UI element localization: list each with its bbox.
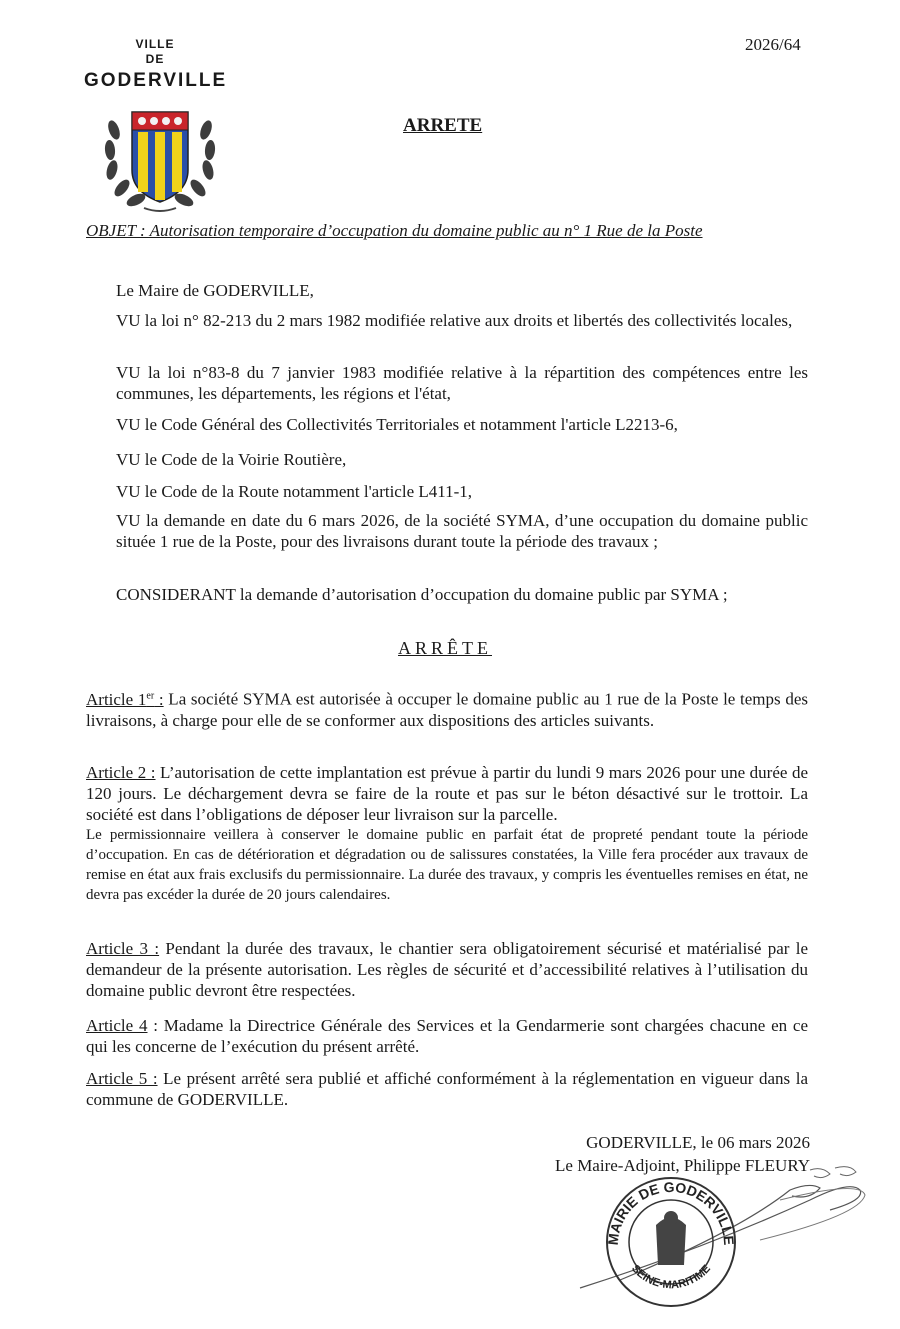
article-3-label: Article 3 : [86, 939, 160, 958]
article-4-label: Article 4 [86, 1016, 148, 1035]
article-2-label: Article 2 : [86, 763, 156, 782]
preamble-considerant: CONSIDERANT la demande d’autorisation d’occupation du domaine public par SYMA ; [116, 585, 728, 604]
article-4-text: : Madame la Directrice Générale des Services et la Gendarmerie sont chargées chacune en ce qui les concerne de l’exécution du présent arrêté. [86, 1016, 808, 1056]
article-1-text: La société SYMA est autorisée à occuper le domaine public au 1 rue de la Poste le temps des livraisons, à charge pour elle de se conformer aux dispositions des articles suivants. [86, 689, 808, 730]
article-2-conditions: Le permissionnaire veillera à conserver le domaine public en parfait état de propreté pendant toute la période d’occupation. En cas de détérioration et dégradation ou de salissures constatées, la Ville fera procéder aux travaux de remise en état aux frais exclusifs du permissionnaire. La durée des travaux, y compris les éventuelles remises en état, ne devra pas excéder la durée de 20 jours calendaires. [86, 827, 808, 903]
preamble-vu-loi-1982: VU la loi n° 82-213 du 2 mars 1982 modifiée relative aux droits et libertés des collectivités locales, [116, 311, 793, 330]
article-1-label: Article 1er : [86, 689, 164, 709]
signatory: Le Maire-Adjoint, Philippe FLEURY [555, 1156, 810, 1175]
article-5-label: Article 5 : [86, 1069, 158, 1088]
article-3 [86, 938, 808, 1001]
article-3-text: Pendant la durée des travaux, le chantier sera obligatoirement sécurisé et matérialisé par le demandeur de la présente autorisation. Les règles de sécurité et d’accessibilité relatives à l’utilisation du domaine public devront être respectées. [86, 939, 809, 1000]
preamble-vu-loi-1983: VU la loi n°83-8 du 7 janvier 1983 modifiée relative à la répartition des compétences entre les communes, les départements, les régions et l'état, [116, 363, 808, 403]
article-5-text: Le présent arrêté sera publié et affiché conformément à la réglementation en vigueur dans la commune de GODERVILLE. [86, 1069, 808, 1109]
coat-of-arms-logo [100, 100, 220, 218]
arrete-heading: ARRÊTE [398, 638, 492, 658]
document-title: ARRETE [403, 115, 483, 136]
official-stamp [596, 1170, 746, 1310]
article-4 [86, 1015, 808, 1057]
objet-line: OBJET : Autorisation temporaire d’occupation du domaine public au n° 1 Rue de la Poste [86, 221, 703, 240]
article-5 [86, 1068, 808, 1110]
article-1 [86, 685, 808, 731]
preamble-vu-cgct: VU le Code Général des Collectivités Territoriales et notamment l'article L2213-6, [116, 415, 678, 434]
svg-text:SEINE-MARITIME [629, 1263, 713, 1292]
ville-label: VILLE [135, 37, 175, 51]
article-2 [86, 762, 808, 825]
preamble-vu-route: VU le Code de la Route notamment l'article L411-1, [116, 482, 473, 501]
stamp-top-text: MAIRIE DE GODERVILLE [604, 1178, 738, 1246]
preamble-maire: Le Maire de GODERVILLE, [116, 281, 314, 300]
article-2-text: L’autorisation de cette implantation est prévue à partir du lundi 9 mars 2026 pour une durée de 120 jours. Le déchargement devra se faire de la route et pas sur le béton désactivé sur le trottoir. La société est dans l’obligations de déposer leur livraison sur la parcelle. [86, 763, 809, 824]
preamble-vu-voirie: VU le Code de la Voirie Routière, [116, 450, 347, 469]
stamp-bottom-text: SEINE-MARITIME [629, 1262, 713, 1292]
preamble-vu-demande: VU la demande en date du 6 mars 2026, de la société SYMA, d’une occupation du domaine public située 1 rue de la Poste, pour des livraisons durant toute la période des travaux ; [116, 511, 808, 551]
de-label: DE [145, 52, 165, 66]
place-date: GODERVILLE, le 06 mars 2026 [586, 1133, 810, 1152]
reference-number: 2026/64 [745, 35, 801, 54]
ville-name: GODERVILLE [84, 70, 228, 91]
